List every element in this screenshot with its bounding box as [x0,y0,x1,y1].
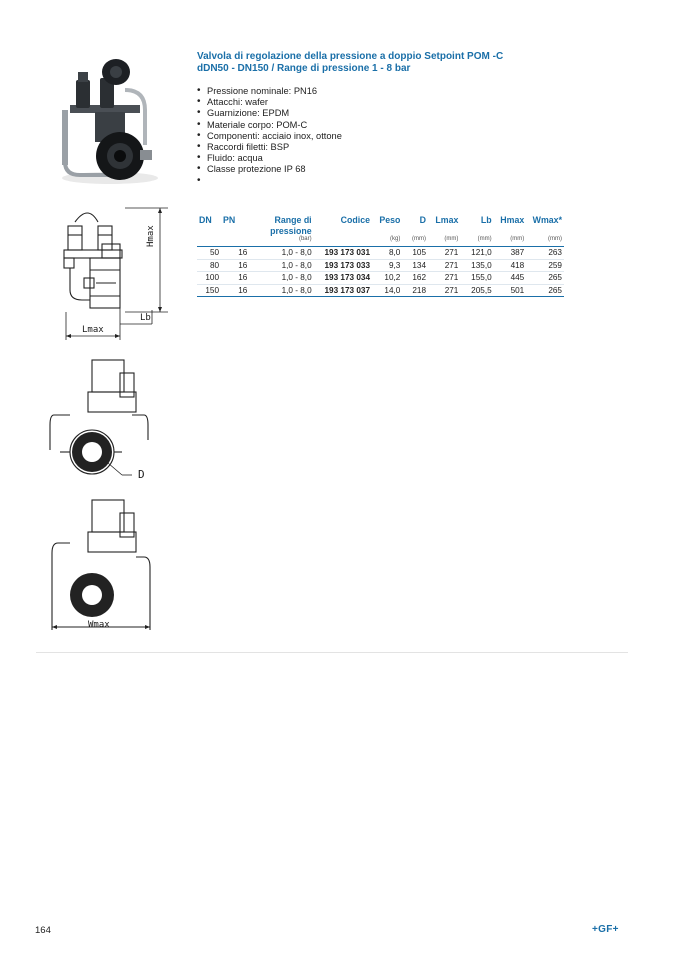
header-dn: DN [199,215,212,225]
header-hmax: Hmax [500,215,525,225]
table-units-row [197,236,564,247]
title-line-1: Valvola di regolazione della pressione a doppio Setpoint POM -C [197,51,504,62]
cell-d: 218 [402,284,428,297]
cell-lmax: 271 [428,272,460,285]
spec-item: • Componenti: acciaio inox, ottone [197,131,342,142]
cell-pn: 16 [221,284,249,297]
header-peso: Peso [379,215,401,225]
cell-hmax: 418 [494,259,527,272]
unit-lb: (mm) [460,236,493,247]
cell-dn: 50 [197,247,221,260]
label-hmax: Hmax [146,225,156,247]
cell-dn: 100 [197,272,221,285]
cell-codice: 193 173 037 [314,284,372,297]
header-lmax: Lmax [435,215,459,225]
cell-d: 105 [402,247,428,260]
header-range-line-1: Range di [274,215,312,225]
cell-lb: 205,5 [460,284,493,297]
cell-lmax: 271 [428,259,460,272]
cell-wmax: 265 [526,272,564,285]
unit-hmax: (mm) [494,236,527,247]
cell-codice: 193 173 031 [314,247,372,260]
header-range-line-2: pressione [270,225,312,236]
header-codice: Codice [340,215,370,225]
spec-item: • Pressione nominale: PN16 [197,86,342,97]
cell-d: 162 [402,272,428,285]
cell-peso: 10,2 [372,272,402,285]
cell-wmax: 265 [526,284,564,297]
unit-peso: (kg) [372,236,402,247]
cell-pn: 16 [221,272,249,285]
unit-range: (bar) [249,236,313,247]
spec-table [197,215,564,297]
cell-range: 1,0 - 8,0 [249,272,313,285]
spec-item: • Raccordi filetti: BSP [197,142,342,153]
cell-pn: 16 [221,259,249,272]
cell-hmax: 387 [494,247,527,260]
cell-lb: 155,0 [460,272,493,285]
cell-range: 1,0 - 8,0 [249,284,313,297]
dimension-drawing-side-wmax [40,495,180,640]
label-d: D [138,468,145,481]
header-pn: PN [223,215,236,225]
spec-item: • Classe protezione IP 68 [197,164,342,175]
cell-dn: 150 [197,284,221,297]
header-d: D [419,215,427,225]
header-wmax: Wmax* [532,215,562,225]
spec-list [197,86,342,187]
unit-d: (mm) [402,236,428,247]
brand-logo: +GF+ [592,924,619,935]
cell-dn: 80 [197,259,221,272]
section-divider [36,652,628,653]
cell-range: 1,0 - 8,0 [249,259,313,272]
table-row [197,272,564,285]
cell-peso: 8,0 [372,247,402,260]
page-number: 164 [35,925,51,936]
cell-lb: 121,0 [460,247,493,260]
label-lmax: Lmax [82,325,104,335]
table-row [197,247,564,260]
label-lb: Lb [140,313,151,323]
cell-wmax: 259 [526,259,564,272]
table-row [197,259,564,272]
dimension-drawing-side-d [40,355,180,490]
unit-wmax: (mm) [526,236,564,247]
cell-peso: 14,0 [372,284,402,297]
header-range [249,215,313,236]
spec-item: • Guarnizione: EPDM [197,108,342,119]
spec-item: • Fluido: acqua [197,153,342,164]
unit-lmax: (mm) [428,236,460,247]
title-line-2: dDN50 - DN150 / Range di pressione 1 - 8 bar [197,63,411,74]
cell-lb: 135,0 [460,259,493,272]
cell-range: 1,0 - 8,0 [249,247,313,260]
table-row [197,284,564,297]
table-header-row [197,215,564,236]
spec-item: • Materiale corpo: POM-C [197,120,342,131]
cell-hmax: 501 [494,284,527,297]
cell-codice: 193 173 033 [314,259,372,272]
header-lb: Lb [480,215,492,225]
dimension-drawing-front [40,200,180,350]
cell-hmax: 445 [494,272,527,285]
cell-lmax: 271 [428,247,460,260]
label-wmax: Wmax [88,620,110,630]
spec-item [197,176,342,187]
product-photo [40,50,180,200]
cell-lmax: 271 [428,284,460,297]
product-title [197,51,617,75]
cell-codice: 193 173 034 [314,272,372,285]
cell-wmax: 263 [526,247,564,260]
spec-item: • Attacchi: wafer [197,97,342,108]
cell-pn: 16 [221,247,249,260]
cell-d: 134 [402,259,428,272]
cell-peso: 9,3 [372,259,402,272]
